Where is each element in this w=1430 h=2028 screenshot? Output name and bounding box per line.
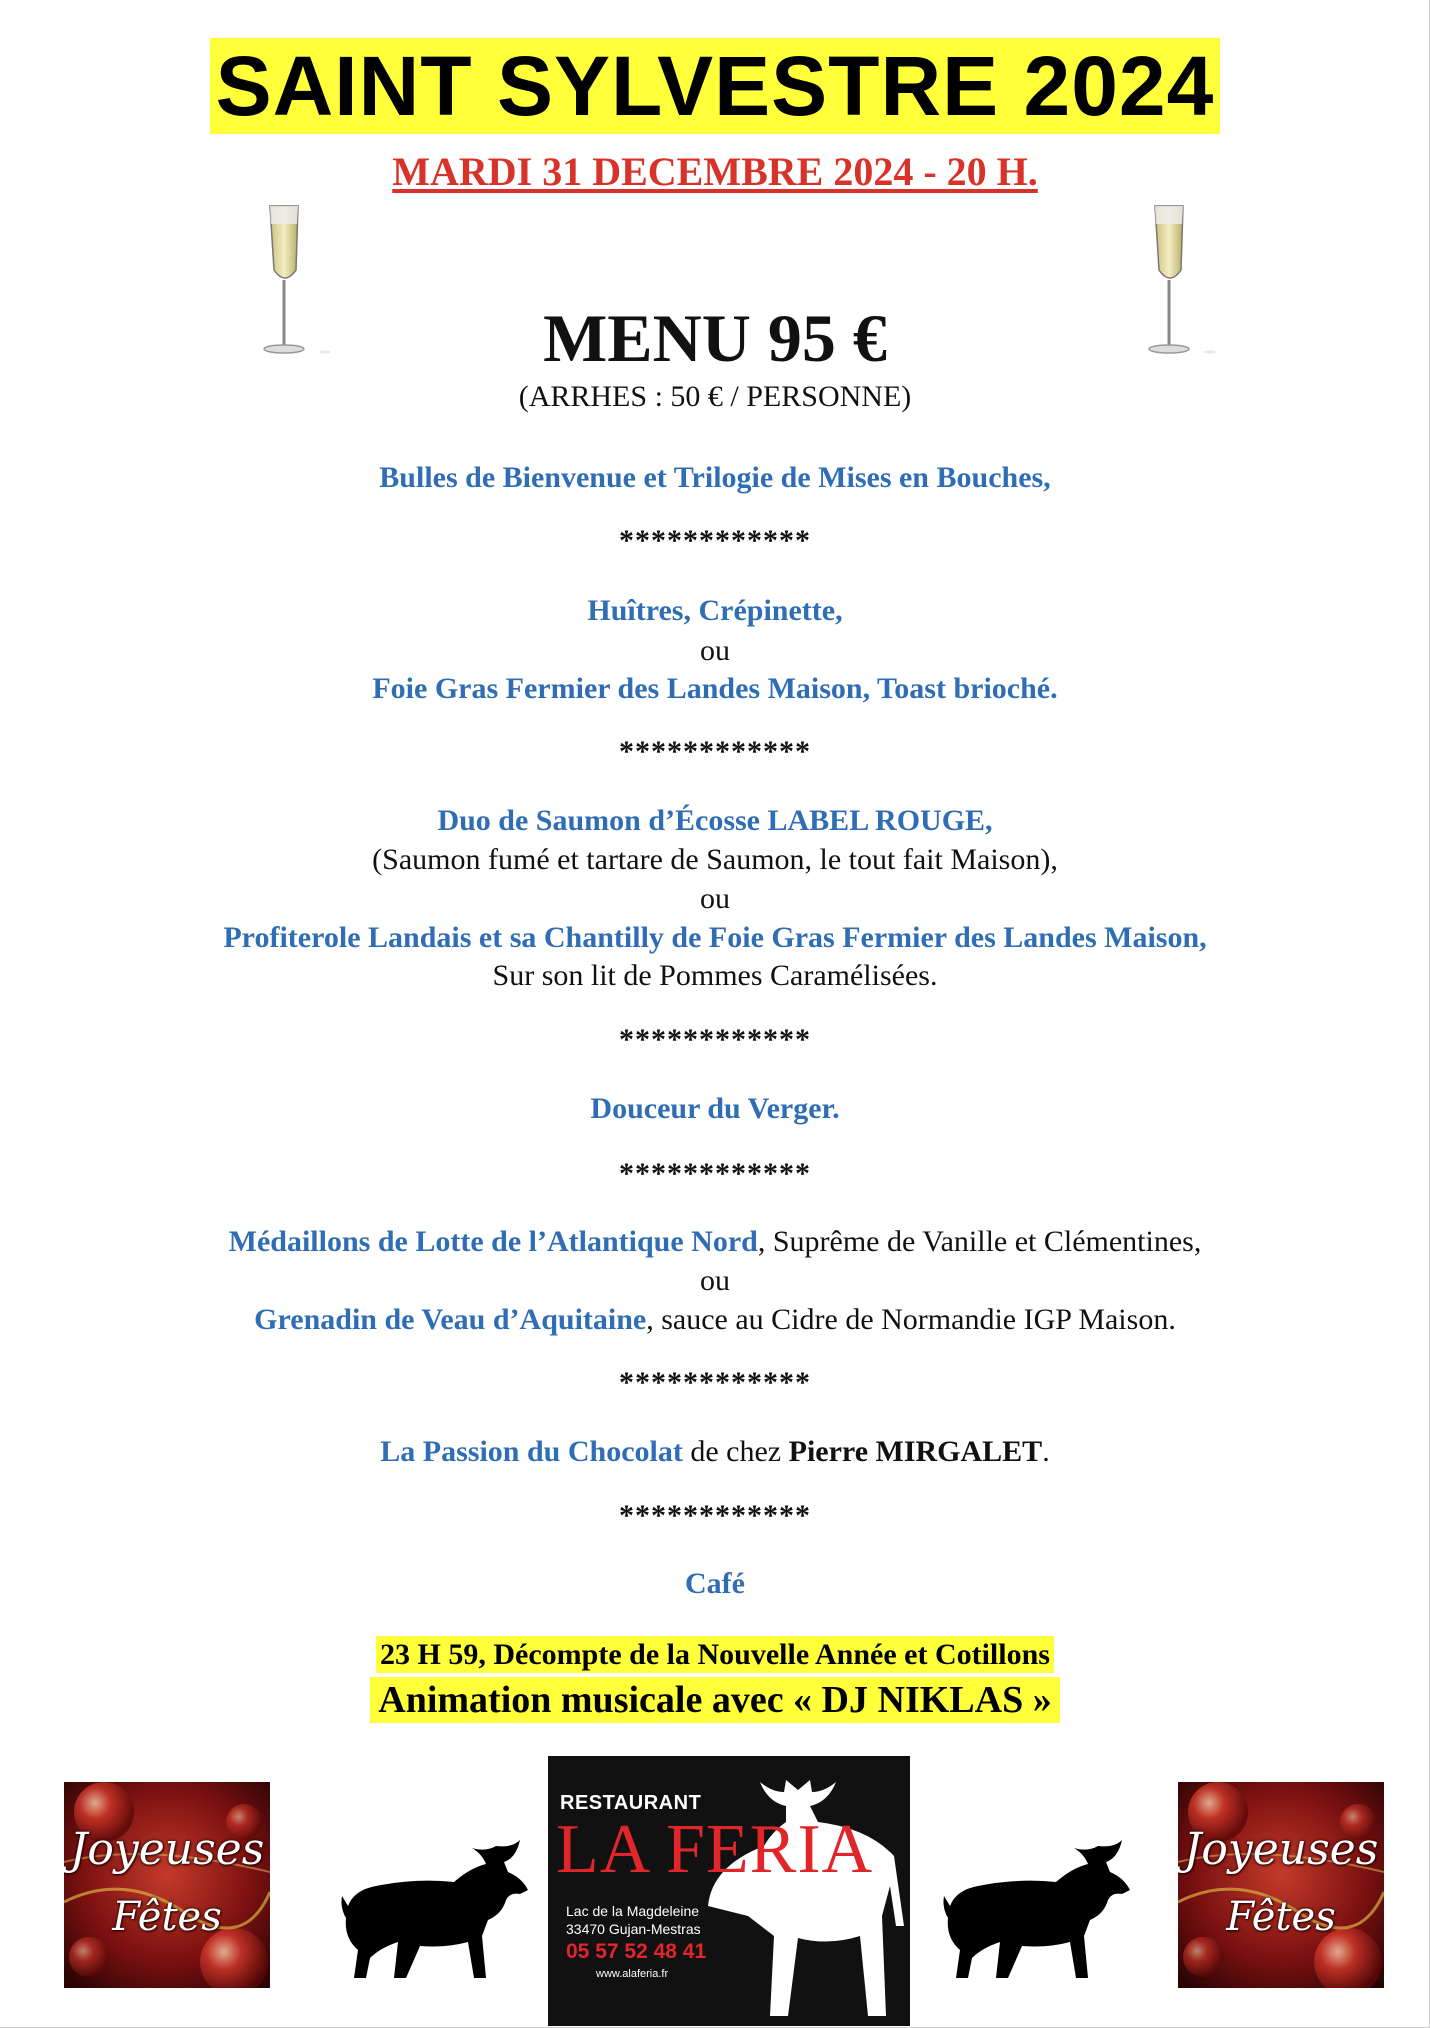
separator: ************ [619,524,811,557]
menu-interlude: Douceur du Verger. [590,1092,840,1125]
menu-dessert [0,1433,1430,1471]
event-music [0,1681,1430,1722]
separator: ************ [619,1157,811,1190]
title-wrap [0,38,1430,134]
ornament-background-icon [1178,1782,1384,1988]
separator: ************ [619,735,811,768]
menu-welcome: Bulles de Bienvenue et Trilogie de Mises en Bouches, [379,461,1051,494]
page-title: SAINT SYLVESTRE 2024 [210,38,1221,134]
ornament-background-icon [64,1782,270,1988]
logo-label: RESTAURANT [560,1792,702,1814]
greeting-line-2: Fêtes [1226,1894,1336,1940]
logo-website: www.alaferia.fr [596,1968,669,1980]
separator: ************ [619,1366,811,1399]
menu-dessert-end: . [1042,1435,1050,1468]
greeting-line-1: Joyeuses [69,1824,265,1875]
separator: ************ [619,1023,811,1056]
greeting-line-1: Joyeuses [1183,1824,1379,1875]
greeting-card-image [64,1782,270,1988]
menu-or: ou [700,882,730,915]
menu-coffee: Café [685,1567,745,1600]
menu-or: ou [700,634,730,667]
menu-or: ou [700,1264,730,1297]
bull-silhouette-icon [938,1838,1138,1983]
event-countdown [0,1636,1430,1674]
logo-address-line-2: 33470 Gujan-Mestras [566,1921,701,1937]
bull-logo-icon [668,1766,908,2026]
menu-dessert-chef: Pierre MIRGALET [788,1435,1043,1468]
menu-main-1-desc: , Suprême de Vanille et Clémentines, [757,1225,1202,1258]
event-date: MARDI 31 DECEMBRE 2024 - 20 H. [392,149,1038,194]
logo-address-line-1: Lac de la Magdeleine [566,1903,700,1919]
menu-main-2 [0,1301,1430,1339]
menu-course-2b: Profiterole Landais et sa Chantilly de Foie Gras Fermier des Landes Maison, [223,921,1207,954]
music-text: Animation musicale avec « DJ NIKLAS » [370,1677,1059,1723]
countdown-text: 23 H 59, Décompte de la Nouvelle Année et Cotillons [376,1636,1054,1673]
greeting-card-image [1178,1782,1384,1988]
menu-dessert-name: La Passion du Chocolat [380,1435,683,1468]
menu-course-2a: Duo de Saumon d’Écosse LABEL ROUGE, [437,804,993,837]
deposit-note: (ARRHES : 50 € / PERSONNE) [518,380,912,413]
menu-course-2a-desc: (Saumon fumé et tartare de Saumon, le tout fait Maison), [372,843,1058,876]
restaurant-logo [548,1756,910,2026]
menu-main-1 [0,1223,1430,1261]
logo-phone: 05 57 52 48 41 [566,1940,707,1963]
menu-dessert-mid: de chez [682,1435,789,1468]
bull-silhouette-icon [336,1838,536,1983]
menu-main-2-name: Grenadin de Veau d’Aquitaine [254,1303,647,1336]
logo-address [566,1902,701,1938]
separator: ************ [619,1499,811,1532]
menu-starter-2: Foie Gras Fermier des Landes Maison, Toast brioché. [372,672,1058,705]
greeting-line-2: Fêtes [112,1894,222,1940]
logo-name: LA FERIA [556,1811,874,1888]
menu-main-1-name: Médaillons de Lotte de l’Atlantique Nord [228,1225,758,1258]
menu-course-2b-desc: Sur son lit de Pommes Caramélisées. [492,959,938,992]
menu-main-2-desc: , sauce au Cidre de Normandie IGP Maison. [646,1303,1176,1336]
menu-price: MENU 95 € [543,300,887,376]
menu-starter-1: Huîtres, Crépinette, [587,594,843,627]
